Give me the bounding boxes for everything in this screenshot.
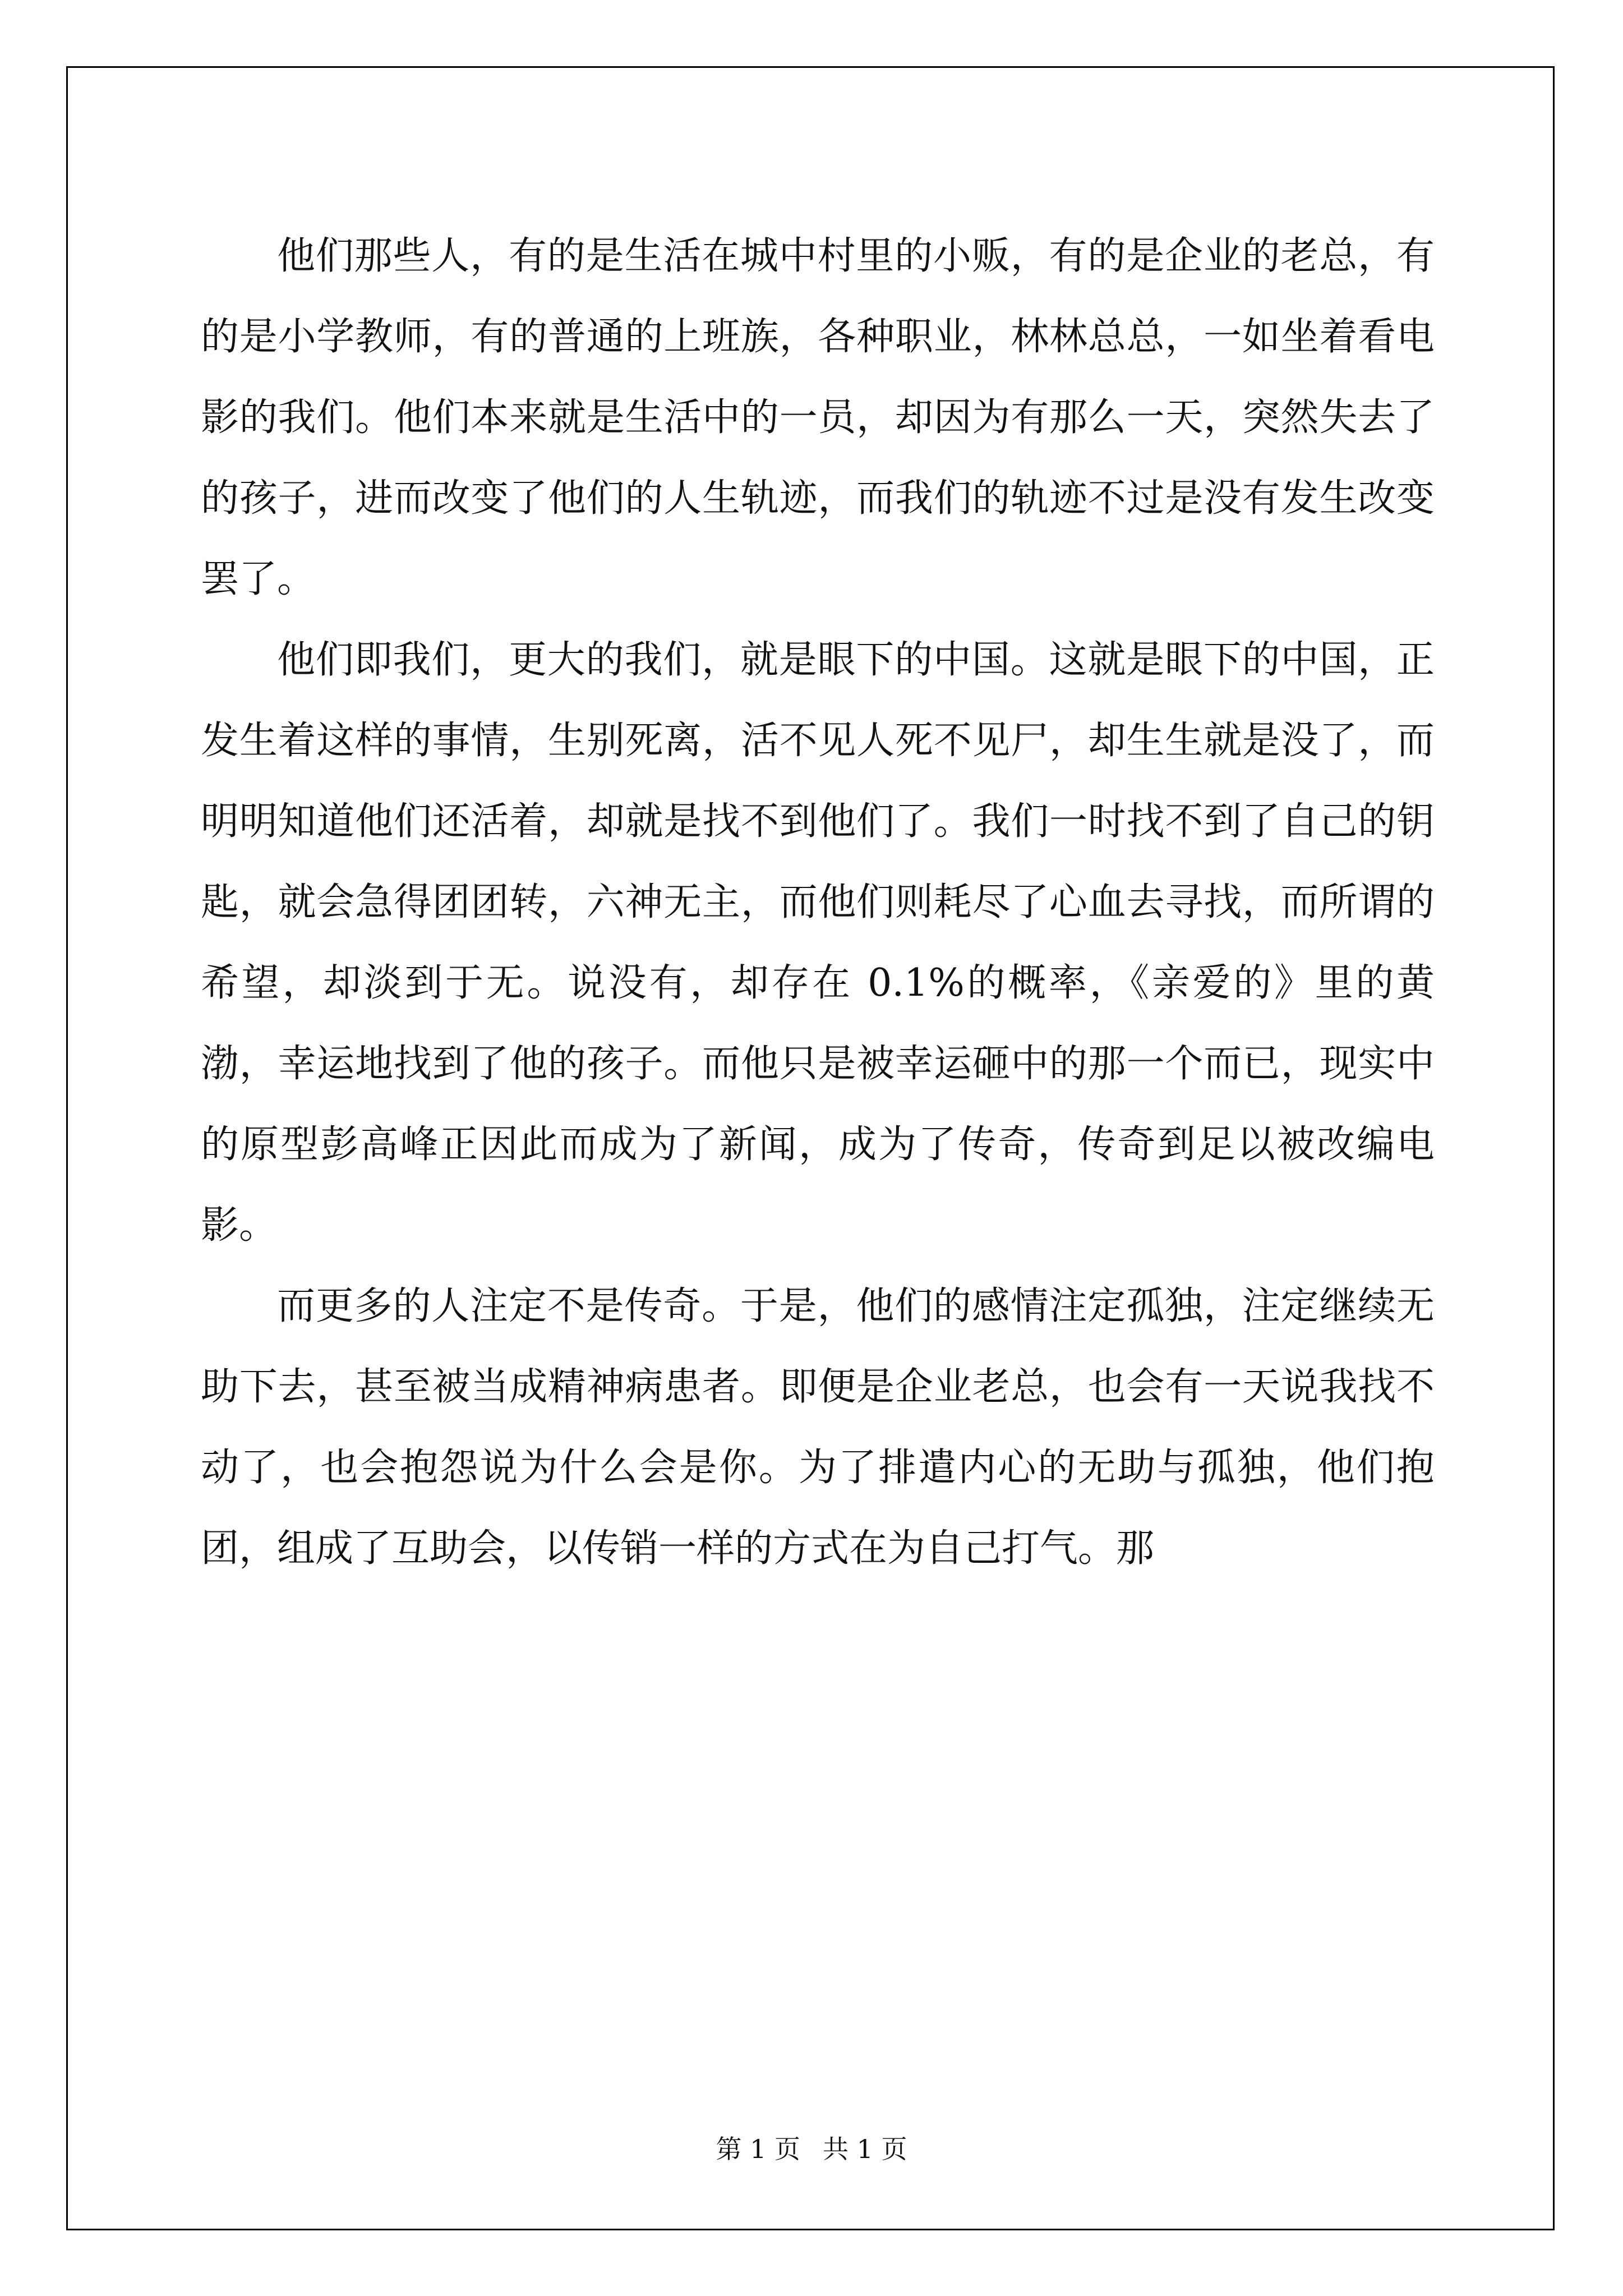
page-number: 第 1 页 xyxy=(716,2134,800,2164)
page-total: 共 1 页 xyxy=(823,2134,907,2164)
paragraph-2: 他们即我们，更大的我们，就是眼下的中国。这就是眼下的中国，正发生着这样的事情，生别死离，活不见人死不见尸，却生生就是没了，而明明知道他们还活着，却就是找不到他们了。我们一时找不到了自己的钥匙，就会急得团团转，六神无主，而他们则耗尽了心血去寻找，而所谓的希望，却淡到于无。说没有，却存在 0.1%的概率，《亲爱的》里的黄渤，幸运地找到了他的孩子。而他只是被幸运砸中的那一个而已，现实中的原型彭高峰正因此而成为了新闻，成为了传奇，传奇到足以被改编电影。 xyxy=(201,638,1435,1248)
paragraph-3: 而更多的人注定不是传奇。于是，他们的感情注定孤独，注定继续无助下去，甚至被当成精神病患者。即便是企业老总，也会有一天说我找不动了，也会抱怨说为什么会是你。为了排遣内心的无助与孤独，他们抱团，组成了互助会，以传销一样的方式在为自己打气。那 xyxy=(201,1284,1435,1571)
page-footer xyxy=(0,2129,1623,2166)
document-body xyxy=(201,216,1435,1589)
paragraph-1: 他们那些人，有的是生活在城中村里的小贩，有的是企业的老总，有的是小学教师，有的普通的上班族，各种职业，林林总总，一如坐着看电影的我们。他们本来就是生活中的一员，却因为有那么一天，突然失去了的孩子，进而改变了他们的人生轨迹，而我们的轨迹不过是没有发生改变罢了。 xyxy=(201,234,1435,601)
